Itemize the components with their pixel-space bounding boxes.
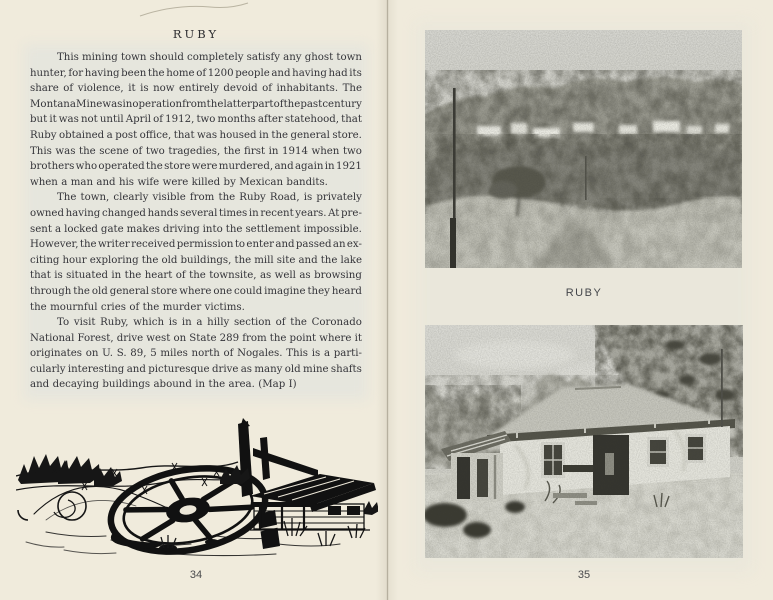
page-gutter-line	[387, 0, 388, 600]
chapter-title: RUBY	[172, 27, 220, 41]
adobe-building-photo	[425, 325, 743, 558]
photo-caption: RUBY	[565, 287, 603, 299]
paper-crease	[130, 0, 250, 22]
wagon-wheel-illustration	[16, 414, 378, 566]
town-panorama-photo	[425, 30, 742, 268]
page-number-right: 35	[577, 569, 591, 581]
page-number-left: 34	[189, 569, 203, 581]
body-text: This mining town should completely satisfy any ghost town hunter, for having been the home of 1200 people and having had its share of violence, it is now entirely devoid of inhabitants. The Montana Mine was in operation from the latter part of the past century but it was not until April of 1912, two months after statehood, that Ruby obtained a post office, that was housed in the general store. This was the scene of two tragedies, the first in 1914 when two brothers who operated the store were murdered, and again in 1921 when a man and his wife were killed by Mexican bandits. The town, clearly visible from the Ruby Road, is privately owned having changed hands several times in recent years. At pre- sent a locked gate makes driving into the settlement impossible. However, the writer received permission to enter and passed an ex- citing hour exploring the old buildings, the mill site and the lake that is situated in the heart of the townsite, as well as browsing through the old general store where one could imagine they heard the mournful cries of the murder victims. To visit Ruby, which is in a hilly section of the Coronado National Forest, drive west on State 289 from the point where it originates on U. S. 89, 5 miles north of Nogales. This is a parti- cularly interesting and picturesque drive as many old mine shafts and decaying buildings abound in the area. (Map I)	[30, 52, 362, 391]
